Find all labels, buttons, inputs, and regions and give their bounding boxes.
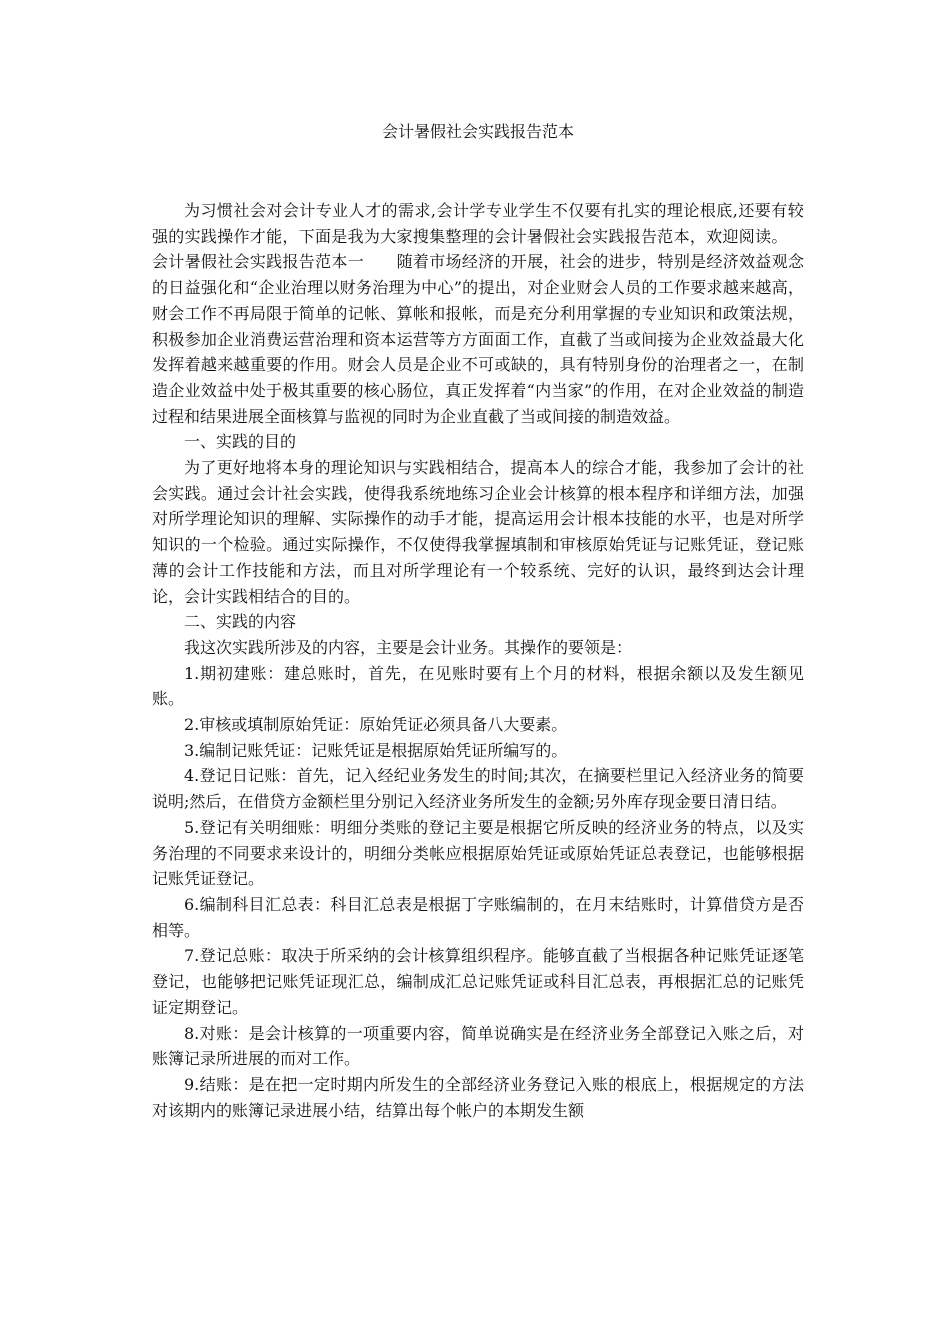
list-item: 3.编制记账凭证：记账凭证是根据原始凭证所编写的。: [184, 740, 568, 760]
list-item: 2.审核或填制原始凭证：原始凭证必须具备八大要素。: [184, 715, 568, 735]
list-item: 7.登记总账：取决于所采纳的会计核算组织程序。能够直截了当根据各种记账凭证逐笔登记，也能够把记账凭证现汇总，编制成汇总记账凭证或科目汇总表，再根据汇总的记账凭证定期登记。: [152, 946, 804, 1017]
section-heading: 二、实践的内容: [184, 612, 297, 632]
body-paragraph: 为了更好地将本身的理论知识与实践相结合，提高本人的综合才能，我参加了会计的社会实践。通过会计社会实践，使得我系统地练习企业会计核算的根本程序和详细方法，加强对所学理论知识的理解、实际操作的动手才能，提高运用会计根本技能的水平，也是对所学知识的一个检验。通过实际操作，不仅使得我掌握填制和审核原始凭证与记账凭证，登记账薄的会计工作技能和方法，而且对所学理论有一个较系统、完好的认识，最终到达会计理论，会计实践相结合的目的。: [152, 458, 804, 606]
list-item: 4.登记日记账：首先，记入经纪业务发生的时间;其次，在摘要栏里记入经济业务的简要说明;然后，在借贷方金额栏里分别记入经济业务所发生的金额;另外库存现金要日清日结。: [152, 766, 804, 812]
list-item: 6.编制科目汇总表：科目汇总表是根据丁字账编制的，在月末结账时，计算借贷方是否相等。: [152, 894, 804, 940]
list-item: 1.期初建账：建总账时，首先，在见账时要有上个月的材料，根据余额以及发生额见账。: [152, 663, 804, 709]
body-paragraph: 我这次实践所涉及的内容，主要是会计业务。其操作的要领是：: [184, 637, 633, 657]
body-paragraph: 会计暑假社会实践报告范本一 随着市场经济的开展，社会的进步，特别是经济效益观念的日益强化和“企业治理以财务治理为中心”的提出，对企业财会人员的工作要求越来越高，财会工作不再局限于简单的记帐、算帐和报帐，而是充分利用掌握的专业知识和政策法规，积极参加企业消费运营治理和资本运营等方方面面工作，直截了当或间接为企业效益最大化发挥着越来越重要的作用。财会人员是企业不可或缺的，具有特别身份的治理者之一，在制造企业效益中处于极其重要的核心肠位，真正发挥着“内当家”的作用，在对企业效益的制造过程和结果进展全面核算与监视的同时为企业直截了当或间接的制造效益。: [152, 252, 804, 426]
list-item: 9.结账：是在把一定时期内所发生的全部经济业务登记入账的根底上，根据规定的方法对该期内的账簿记录进展小结，结算出每个帐户的本期发生额: [152, 1074, 804, 1120]
list-item: 8.对账：是会计核算的一项重要内容，简单说确实是在经济业务全部登记入账之后，对账簿记录所进展的而对工作。: [152, 1023, 804, 1069]
list-item: 5.登记有关明细账：明细分类账的登记主要是根据它所反映的经济业务的特点，以及实务治理的不同要求来设计的，明细分类帐应根据原始凭证或原始凭证总表登记，也能够根据记账凭证登记。: [152, 817, 804, 889]
intro-paragraph: 为习惯社会对会计专业人才的需求,会计学专业学生不仅要有扎实的理论根底,还要有较强的实践操作才能，下面是我为大家搜集整理的会计暑假社会实践报告范本，欢迎阅读。: [152, 201, 804, 246]
document-page: [152, 120, 804, 1123]
document-title: 会计暑假社会实践报告范本: [381, 122, 574, 141]
section-heading: 一、实践的目的: [184, 432, 297, 452]
